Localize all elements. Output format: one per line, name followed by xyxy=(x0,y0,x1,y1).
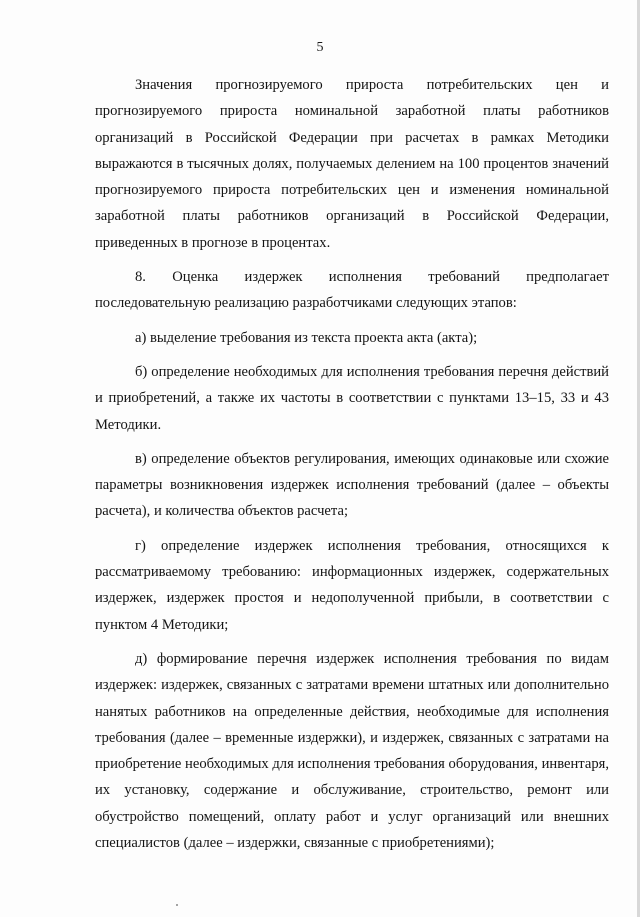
scan-artifact xyxy=(176,904,178,906)
page-number: 5 xyxy=(316,40,324,55)
paragraph-item-d: д) формирование перечня издержек исполнения требования по видам издержек: издержек, связанных с затратами времени штатных или дополнительно нанятых работников на определенные действия, необходимые для исполнения требования (далее – временные издержки), и издержек, связанных с затратами на приобретение необходимых для исполнения требования оборудования, инвентаря, их установку, содержание и обслуживание, строительство, ремонт или обустройство помещений, оплату работ и услуг организаций или внешних специалистов (далее – издержки, связанные с приобретениями); xyxy=(95,650,609,852)
paragraph-item-b: б) определение необходимых для исполнения требования перечня действий и приобретений, а также их частоты в соответствии с пунктами 13–15, 33 и 43 Методики. xyxy=(95,363,609,433)
paragraph-item-g: г) определение издержек исполнения требования, относящихся к рассматриваемому требованию: информационных издержек, содержательных издержек, издержек простоя и недополученной прибыли, в соответствии с пунктом 4 Методики; xyxy=(95,537,609,633)
paragraph-item-a: а) выделение требования из текста проекта акта (акта); xyxy=(135,329,478,346)
paragraph-item-v: в) определение объектов регулирования, имеющих одинаковые или схожие параметры возникновения издержек исполнения требований (далее – объекты расчета), и количества объектов расчета; xyxy=(95,450,609,520)
document-body xyxy=(95,72,609,856)
paragraph-indicator-values: Значения прогнозируемого прироста потребительских цен и прогнозируемого прироста номинальной заработной платы работников организаций в Российской Федерации при расчетах в рамках Методики выражаются в тысячных долях, получаемых делением на 100 процентов значений прогнозируемого прироста потребительских цен и изменения номинальной заработной платы работников организаций в Российской Федерации, приведенных в прогнозе в процентах. xyxy=(95,77,609,251)
paragraph-item-8: 8. Оценка издержек исполнения требований предполагает последовательную реализацию разработчиками следующих этапов: xyxy=(95,269,609,312)
